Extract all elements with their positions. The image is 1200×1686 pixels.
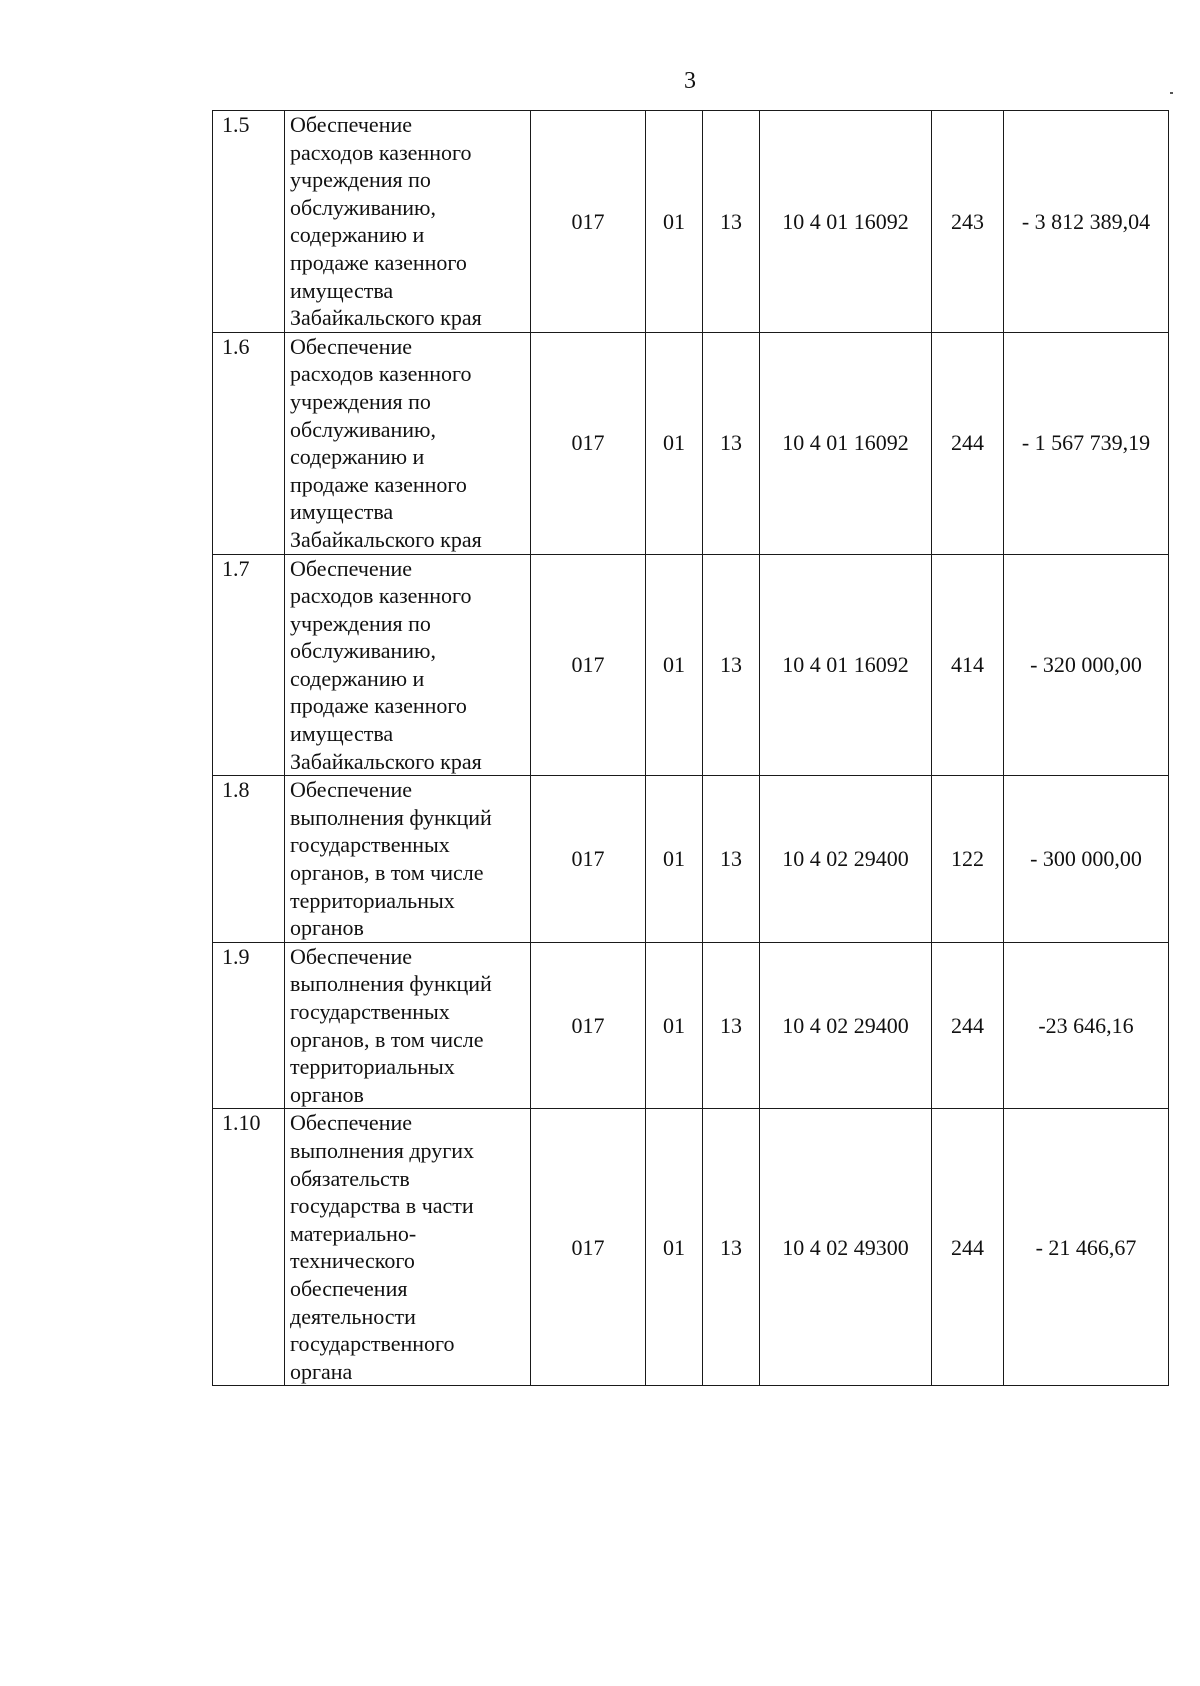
row-amount-cell: - 1 567 739,19 (1004, 332, 1169, 554)
description-line: органа (290, 1358, 353, 1384)
description-line: Обеспечение (290, 1110, 412, 1136)
description-line: Обеспечение (290, 555, 412, 581)
row-target-article-cell: 10 4 01 16092 (760, 111, 932, 333)
description-line: государственных (290, 999, 450, 1024)
description-line: имущества (290, 277, 394, 303)
description-line: расходов казенного (290, 361, 472, 387)
description-line: продаже казенного (290, 471, 467, 497)
row-description-cell (285, 111, 531, 333)
row-target-article-cell: 10 4 01 16092 (760, 332, 932, 554)
row-section-code-cell: 01 (646, 332, 703, 554)
row-amount-cell: - 320 000,00 (1004, 554, 1169, 776)
description-line: содержанию и (290, 444, 425, 470)
row-section-code-cell: 01 (646, 1109, 703, 1386)
row-number-cell: 1.6 (213, 332, 285, 554)
row-description-cell (285, 942, 531, 1109)
description-line: расходов казенного (290, 139, 472, 165)
description-line: Забайкальского края (290, 305, 482, 331)
row-expense-type-cell: 243 (932, 111, 1004, 333)
row-amount-cell: - 3 812 389,04 (1004, 111, 1169, 333)
description-line: выполнения функций (290, 804, 492, 830)
description-line: продаже казенного (290, 249, 467, 275)
row-target-article-cell: 10 4 02 49300 (760, 1109, 932, 1386)
table-row (213, 776, 1169, 943)
row-grbs-code-cell: 017 (531, 942, 646, 1109)
description-line: содержанию и (290, 222, 425, 248)
description-line: материально- (290, 1220, 417, 1246)
row-expense-type-cell: 414 (932, 554, 1004, 776)
description-line: деятельности (290, 1303, 416, 1329)
description-line: содержанию и (290, 665, 425, 691)
description-line: государственного (290, 1331, 455, 1357)
row-target-article-cell: 10 4 02 29400 (760, 942, 932, 1109)
row-amount-cell: - 300 000,00 (1004, 776, 1169, 943)
row-grbs-code-cell: 017 (531, 332, 646, 554)
description-line: Забайкальского края (290, 526, 482, 552)
description-line: расходов казенного (290, 583, 472, 609)
description-line: учреждения по (290, 388, 431, 414)
row-target-article-cell: 10 4 02 29400 (760, 776, 932, 943)
row-subsection-code-cell: 13 (703, 776, 760, 943)
row-grbs-code-cell: 017 (531, 1109, 646, 1386)
row-grbs-code-cell: 017 (531, 776, 646, 943)
description-line: имущества (290, 499, 394, 525)
row-amount-cell: -23 646,16 (1004, 942, 1169, 1109)
description-line: государства в части (290, 1193, 474, 1219)
description-line: территориальных (290, 1054, 455, 1080)
row-section-code-cell: 01 (646, 111, 703, 333)
row-subsection-code-cell: 13 (703, 554, 760, 776)
row-target-article-cell: 10 4 01 16092 (760, 554, 932, 776)
row-grbs-code-cell: 017 (531, 554, 646, 776)
description-line: обеспечения (290, 1275, 408, 1301)
row-section-code-cell: 01 (646, 776, 703, 943)
table-row (213, 554, 1169, 776)
description-line: территориальных (290, 887, 455, 913)
row-subsection-code-cell: 13 (703, 111, 760, 333)
description-line: органов, в том числе (290, 1026, 484, 1052)
description-line: Забайкальского края (290, 748, 482, 774)
row-subsection-code-cell: 13 (703, 1109, 760, 1386)
description-line: продаже казенного (290, 693, 467, 719)
row-expense-type-cell: 244 (932, 942, 1004, 1109)
row-subsection-code-cell: 13 (703, 332, 760, 554)
row-number-cell: 1.9 (213, 942, 285, 1109)
row-number-cell: 1.10 (213, 1109, 285, 1386)
table-row (213, 1109, 1169, 1386)
description-line: Обеспечение (290, 333, 412, 359)
description-line: органов (290, 915, 364, 941)
page-number: 3 (684, 68, 696, 94)
table-row (213, 111, 1169, 333)
table-row (213, 942, 1169, 1109)
description-line: технического (290, 1248, 415, 1274)
description-line: Обеспечение (290, 777, 412, 803)
budget-changes-table (212, 110, 1169, 1386)
row-description-cell (285, 776, 531, 943)
description-line: имущества (290, 721, 394, 747)
description-line: выполнения других (290, 1137, 475, 1163)
description-line: органов, в том числе (290, 860, 484, 886)
row-section-code-cell: 01 (646, 554, 703, 776)
row-grbs-code-cell: 017 (531, 111, 646, 333)
description-line: обслуживанию, (290, 194, 436, 220)
description-line: выполнения функций (290, 971, 492, 997)
row-subsection-code-cell: 13 (703, 942, 760, 1109)
row-number-cell: 1.5 (213, 111, 285, 333)
description-line: обслуживанию, (290, 638, 436, 664)
row-number-cell: 1.7 (213, 554, 285, 776)
row-number-cell: 1.8 (213, 776, 285, 943)
description-line: Обеспечение (290, 112, 412, 137)
table-row (213, 332, 1169, 554)
description-line: учреждения по (290, 167, 431, 193)
description-line: органов (290, 1081, 364, 1107)
scan-speck (1170, 92, 1173, 94)
row-expense-type-cell: 122 (932, 776, 1004, 943)
row-amount-cell: - 21 466,67 (1004, 1109, 1169, 1386)
row-expense-type-cell: 244 (932, 332, 1004, 554)
description-line: обязательств (290, 1165, 410, 1191)
description-line: учреждения по (290, 610, 431, 636)
description-line: Обеспечение (290, 943, 412, 969)
description-line: государственных (290, 832, 450, 858)
row-description-cell (285, 1109, 531, 1386)
row-expense-type-cell: 244 (932, 1109, 1004, 1386)
row-description-cell (285, 554, 531, 776)
row-section-code-cell: 01 (646, 942, 703, 1109)
description-line: обслуживанию, (290, 416, 436, 442)
row-description-cell (285, 332, 531, 554)
